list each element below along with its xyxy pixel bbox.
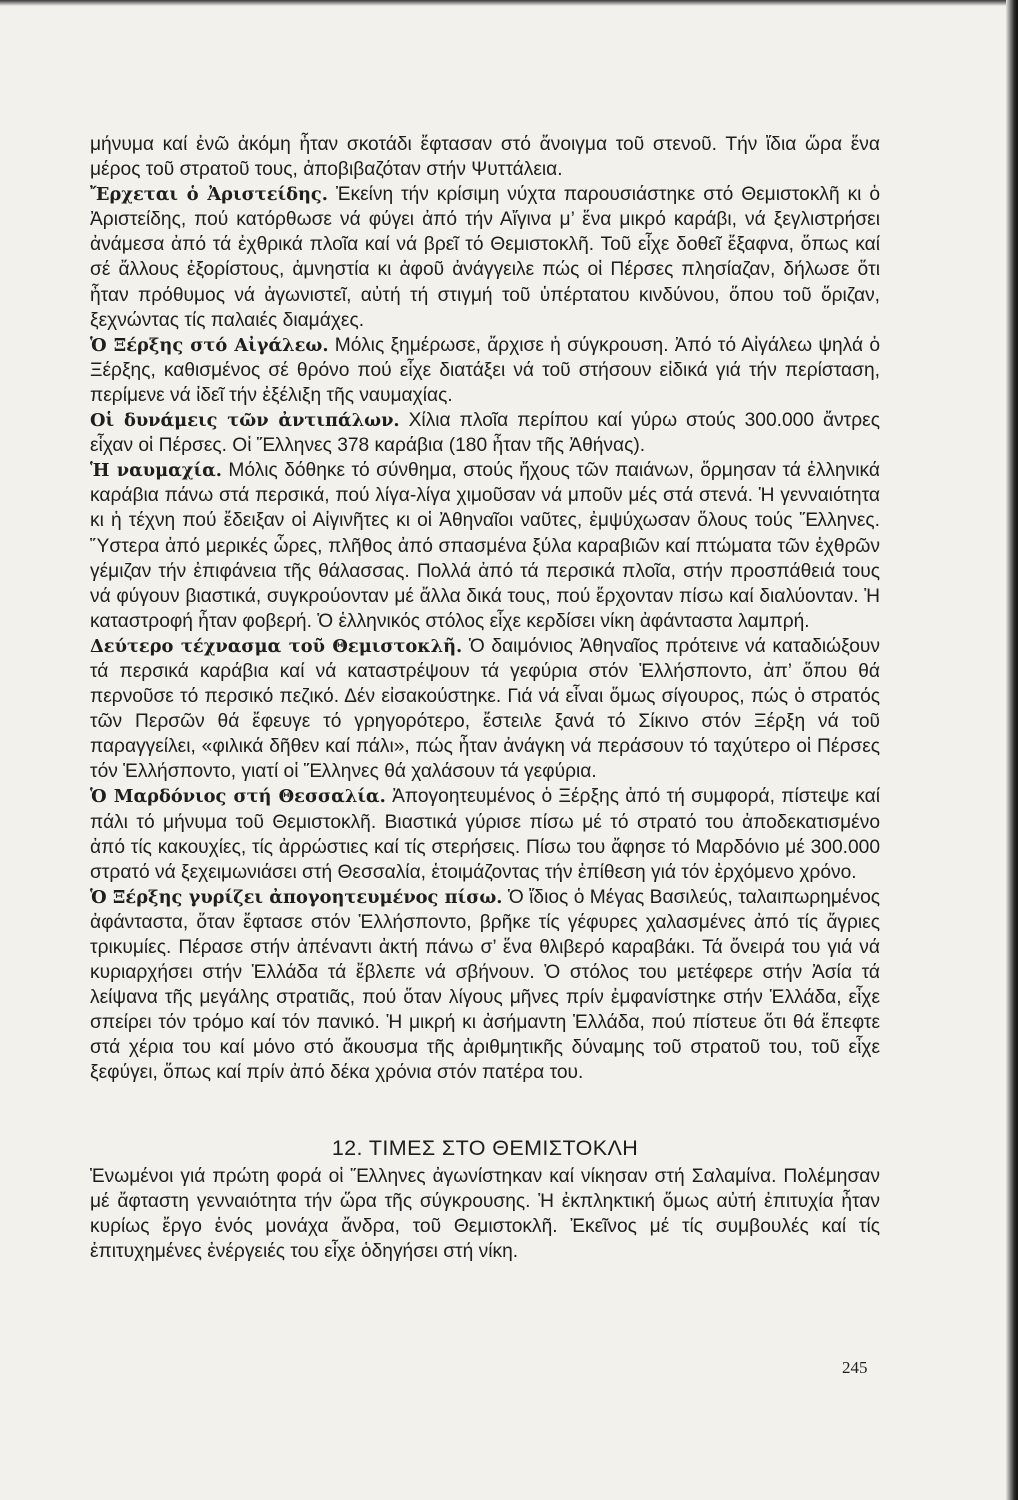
scan-binding-edge	[1006, 0, 1018, 1500]
chapter-title: 12. ΤΙΜΕΣ ΣΤΟ ΘΕΜΙΣΤΟΚΛΗ	[331, 1135, 639, 1160]
section-forces	[90, 408, 880, 458]
section-heading: Οἱ δυνάμεις τῶν ἀντιπάλων.	[90, 410, 400, 432]
paragraph-text: Ἑνωμένοι γιά πρώτη φορά οἱ Ἕλληνες ἀγωνίστηκαν καί νίκησαν στή Σαλαμίνα. Πολέμησαν μέ ἄφταστη γενναιότητα τήν ὥρα τῆς σύγκρουσης. Ἡ ἐκπληκτική ὅμως αὐτή ἐπιτυχία ἦταν κυρίως ἔργο ἑνός μονάχα ἄνδρα, τοῦ Θεμιστοκλῆ. Ἐκεῖνος μέ τίς συμβουλές καί τίς ἐπιτυχημένες ἐνέργειές του εἶχε ὁδηγήσει στή νίκη.	[90, 1165, 880, 1262]
section-mardonios	[90, 784, 880, 884]
chapter-paragraph	[90, 1164, 880, 1264]
section-text: Μόλις δόθηκε τό σύνθημα, στούς ἤχους τῶν παιάνων, ὅρμησαν τά ἑλληνικά καράβια πάνω στά περσικά, πού λίγα-λίγα χιμοῦσαν νά μποῦν μές στά στενά. Ἡ γενναιότητα κι ἡ τέχνη πού ἔδειξαν οἱ Αἰγινῆτες κι οἱ Ἀθηναῖοι ναῦτες, ἐμψύχωσαν ὅλους τούς Ἕλληνες. Ὕστερα ἀπό μερικές ὧρες, πλῆθος ἀπό σπασμένα ξύλα καραβιῶν καί πτώματα τῶν ἐχθρῶν γέμιζαν τήν ἐπιφάνεια τῆς θάλασσας. Πολλά ἀπό τά περσικά πλοῖα, στήν προσπάθειά τους νά φύγουν βιαστικά, συγκρούονταν μέ ἄλλα δικά τους, πού ἔρχονταν πίσω καί διαλύονταν. Ἡ καταστροφή ἦταν φοβερή. Ὁ ἑλληνικός στόλος εἶχε κερδίσει νίκη ἀφάνταστα λαμπρή.	[90, 460, 880, 632]
page-number: 245	[842, 1358, 868, 1377]
section-xerxes-aigaleo	[90, 333, 880, 408]
intro-paragraph	[90, 132, 880, 182]
section-xerxes-returns	[90, 885, 880, 1086]
section-second-trick	[90, 634, 880, 785]
section-heading: Ὁ Μαρδόνιος στή Θεσσαλία.	[90, 786, 386, 808]
section-heading: Ἡ ναυμαχία.	[90, 460, 222, 482]
paragraph-text: μήνυμα καί ἐνῶ ἀκόμη ἦταν σκοτάδι ἔφτασαν στό ἄνοιγμα τοῦ στενοῦ. Τήν ἴδια ὥρα ἕνα μέρος τοῦ στρατοῦ τους, ἀποβιβαζόταν στήν Ψυττάλεια.	[90, 134, 880, 181]
section-aristeides	[90, 182, 880, 333]
body-text	[90, 132, 880, 1264]
scan-top-edge	[0, 0, 1018, 6]
section-heading: Ὁ Ξέρξης γυρίζει ἀπογοητευμένος πίσω.	[90, 886, 503, 908]
section-heading: Ἔρχεται ὁ Ἀριστείδης.	[90, 184, 328, 206]
section-heading: Ὁ Ξέρξης στό Αἰγάλεω.	[90, 334, 329, 356]
section-text: Ὁ δαιμόνιος Ἀθηναῖος πρότεινε νά καταδιώξουν τά περσικά καράβια καί νά καταστρέψουν τά γεφύρια στόν Ἑλλήσποντο, ἀπ’ ὅπου θά περνοῦσε τό περσικό πεζικό. Δέν εἰσακούστηκε. Γιά νά εἶναι ὅμως σίγουρος, πώς ὁ στρατός τῶν Περσῶν θά ἔφευγε τό γρηγορότερο, ἔστειλε ξανά τό Σίκινο στόν Ξέρξη νά τοῦ παραγγείλει, «φιλικά δῆθεν καί πάλι», πώς ἦταν ἀνάγκη νά περάσουν τό ταχύτερο οἱ Πέρσες τόν Ἑλλήσποντο, γιατί οἱ Ἕλληνες θά χαλάσουν τά γεφύρια.	[90, 635, 880, 783]
section-heading: Δεύτερο τέχνασμα τοῦ Θεμιστοκλῆ.	[90, 635, 463, 657]
section-text: Ἀπογοητευμένος ὁ Ξέρξης ἀπό τή συμφορά, πίστεψε καί πάλι τό μήνυμα τοῦ Θεμιστοκλῆ. Βιαστικά γύρισε πίσω μέ τό στρατό του ἀποδεκατισμένο ἀπό τίς κακουχίες, τίς ἀρρώστιες καί τίς στερήσεις. Πίσω του ἄφησε τό Μαρδόνιο μέ 300.000 στρατό νά ξεχειμωνιάσει στή Θεσσαλία, ἑτοιμάζοντας τήν ἐπίθεση γιά τόν ἐρχόμενο χρόνο.	[90, 786, 881, 883]
section-text: Ὁ ἴδιος ὁ Μέγας Βασιλεύς, ταλαιπωρημένος ἀφάνταστα, ὅταν ἔφτασε στόν Ἑλλήσποντο, βρῆκε τίς γέφυρες χαλασμένες ἀπό τίς ἄγριες τρικυμίες. Πέρασε στήν ἀπέναντι ἀκτή πάνω σ’ ἕνα θλιβερό καραβάκι. Τά ὄνειρά του γιά νά κυριαρχήσει στήν Ἑλλάδα τά ἔβλεπε νά σβήνουν. Ὁ στόλος του μετέφερε στήν Ἀσία τά λείψανα τῆς μεγάλης στρατιᾶς, πού ὅταν λίγους μῆνες πρίν ἐμφανίστηκε στήν Ἑλλάδα, εἶχε σπείρει τόν τρόμο καί τόν πανικό. Ἡ μικρή κι ἀσήμαντη Ἑλλάδα, πού πίστευε ὅτι θά ἔπεφτε στά χέρια του καί μόνο στό ἄκουσμα τῆς ἀριθμητικῆς δύναμης τοῦ στρατοῦ του, τοῦ εἶχε ξεφύγει, ὅπως καί πρίν ἀπό δέκα χρόνια στόν πατέρα του.	[90, 886, 881, 1084]
section-naval-battle	[90, 458, 880, 634]
section-text: Χίλια πλοῖα περίπου καί γύρω στούς 300.000 ἄντρες εἶχαν οἱ Πέρσες. Οἱ Ἕλληνες 378 καράβια (180 ἦταν τῆς Ἀθήνας).	[90, 410, 880, 457]
section-text: Μόλις ξημέρωσε, ἄρχισε ἡ σύγκρουση. Ἀπό τό Αἰγάλεω ψηλά ὁ Ξέρξης, καθισμένος σέ θρόνο πού εἶχε διατάξει νά τοῦ στήσουν εἰδικά γιά τήν περίσταση, περίμενε νά ἰδεῖ τήν ἐξέλιξη τῆς ναυμαχίας.	[90, 334, 880, 406]
section-text: Ἐκείνη τήν κρίσιμη νύχτα παρουσιάστηκε στό Θεμιστοκλῆ κι ὁ Ἀριστείδης, πού κατόρθωσε νά φύγει ἀπό τήν Αἴγινα μ’ ἕνα μικρό καράβι, νά ξεγλιστρήσει ἀνάμεσα ἀπό τά ἐχθρικά πλοῖα καί νά βρεῖ τό Θεμιστοκλῆ. Τοῦ εἶχε δοθεῖ ἔξαφνα, ὅπως καί σέ ἄλλους ἐξορίστους, ἀμνηστία κι ἀφοῦ ἀνάγγειλε πώς οἱ Πέρσες πλησίαζαν, δήλωσε ὅτι ἦταν πρόθυμος νά ἀγωνιστεῖ, αὐτή τή στιγμή τοῦ ὑπέρτατου κινδύνου, ὅπου τοῦ ὅριζαν, ξεχνώντας τίς παλαιές διαμάχες.	[90, 184, 881, 331]
